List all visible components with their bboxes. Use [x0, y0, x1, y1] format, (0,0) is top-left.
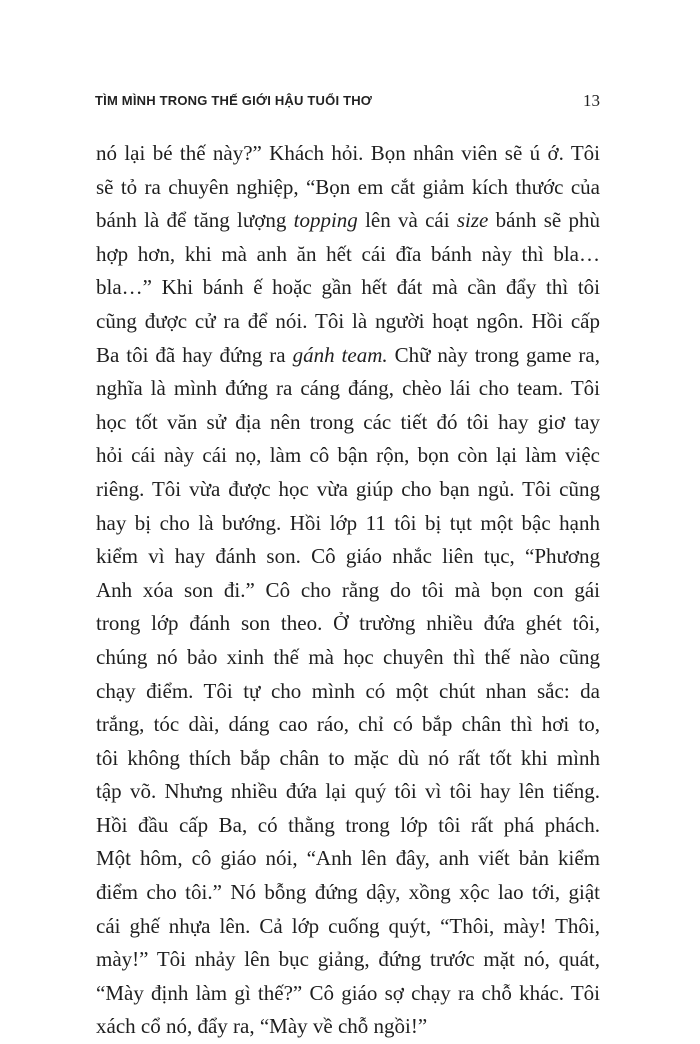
text-segment: bánh sẽ phù	[488, 208, 600, 233]
text-line	[96, 439, 600, 473]
text-line	[96, 473, 600, 507]
text-line	[96, 540, 600, 574]
text-segment: “Mày định làm gì thế?” Cô giáo sợ chạy ra chỗ khác. Tôi	[96, 980, 600, 1005]
text-segment: lên và cái	[357, 208, 457, 233]
text-line	[96, 910, 600, 944]
italic-term: gánh team.	[292, 342, 388, 367]
text-segment: học tốt văn sử địa nên trong các tiết đó tôi hay giơ tay	[96, 409, 600, 434]
text-segment: điểm cho tôi.” Nó bỗng đứng dậy, xồng xộc lao tới, giật	[96, 880, 600, 905]
running-title: TÌM MÌNH TRONG THẾ GIỚI HẬU TUỔI THƠ	[95, 93, 373, 108]
text-segment: bánh là để tăng lượng	[96, 208, 294, 233]
text-segment: xách cổ nó, đẩy ra, “Mày về chỗ ngồi!”	[96, 1014, 428, 1039]
text-line	[96, 876, 600, 910]
text-segment: hay bị cho là bướng. Hồi lớp 11 tôi bị tụt một bậc hạnh	[96, 510, 600, 535]
text-line	[96, 809, 600, 843]
text-line	[96, 271, 600, 305]
text-segment: cũng được cử ra để nói. Tôi là người hoạt ngôn. Hồi cấp	[96, 308, 600, 333]
text-line	[96, 574, 600, 608]
text-segment: riêng. Tôi vừa được học vừa giúp cho bạn ngủ. Tôi cũng	[96, 476, 600, 501]
text-line	[96, 305, 600, 339]
text-segment: tập võ. Nhưng nhiều đứa lại quý tôi vì tôi hay lên tiếng.	[96, 779, 600, 804]
text-segment: mày!” Tôi nhảy lên bục giảng, đứng trước mặt nó, quát,	[96, 947, 600, 972]
text-line	[96, 943, 600, 977]
text-line	[96, 339, 600, 373]
text-line	[96, 406, 600, 440]
text-segment: hợp hơn, khi mà anh ăn hết cái đĩa bánh này thì bla…	[96, 241, 600, 266]
text-segment: Chữ này trong game ra,	[387, 342, 600, 367]
text-segment: bla…” Khi bánh ế hoặc gần hết đát mà cần đẩy thì tôi	[96, 275, 600, 300]
text-segment: nghĩa là mình đứng ra cáng đáng, chèo lái cho team. Tôi	[96, 376, 600, 401]
text-segment: chạy điểm. Tôi tự cho mình có một chút nhan sắc: da	[96, 678, 600, 703]
text-line	[96, 977, 600, 1011]
italic-term: size	[456, 208, 489, 233]
text-segment: sẽ tỏ ra chuyên nghiệp, “Bọn em cắt giảm kích thước của	[96, 174, 600, 199]
text-segment: tôi không thích bắp chân to mặc dù nó rất tốt khi mình	[96, 745, 600, 770]
body-text	[96, 137, 600, 1044]
text-line	[96, 607, 600, 641]
text-segment: trắng, tóc dài, dáng cao ráo, chỉ có bắp chân thì hơi to,	[96, 712, 600, 737]
text-line	[96, 137, 600, 171]
text-segment: kiểm vì hay đánh son. Cô giáo nhắc liên tục, “Phương	[96, 544, 600, 569]
text-segment: Một hôm, cô giáo nói, “Anh lên đây, anh viết bản kiểm	[96, 846, 600, 871]
italic-term: topping	[293, 208, 358, 233]
text-segment: Hồi đầu cấp Ba, có thằng trong lớp tôi rất phá phách.	[96, 812, 600, 837]
text-segment: nó lại bé thế này?” Khách hỏi. Bọn nhân viên sẽ ú ớ. Tôi	[96, 141, 600, 165]
text-line	[96, 775, 600, 809]
text-segment: cái ghế nhựa lên. Cả lớp cuống quýt, “Thôi, mày! Thôi,	[96, 913, 600, 938]
text-segment: Anh xóa son đi.” Cô cho rằng do tôi mà bọn con gái	[96, 577, 600, 602]
text-line	[96, 204, 600, 238]
text-line	[96, 507, 600, 541]
text-line	[96, 708, 600, 742]
text-line	[96, 842, 600, 876]
running-header	[95, 91, 600, 115]
text-line	[96, 675, 600, 709]
text-line	[96, 1010, 600, 1044]
text-line	[96, 171, 600, 205]
text-line	[96, 238, 600, 272]
text-segment: trong lớp đánh son theo. Ở trường nhiều đứa ghét tôi,	[96, 611, 600, 636]
text-line	[96, 742, 600, 776]
page-number: 13	[583, 91, 600, 110]
text-segment: Ba tôi đã hay đứng ra	[96, 342, 293, 367]
text-line	[96, 641, 600, 675]
text-segment: chúng nó bảo xinh thế mà học chuyên thì thế nào cũng	[96, 644, 600, 669]
text-segment: hỏi cái này cái nọ, làm cô bận rộn, bọn còn lại làm việc	[96, 443, 600, 468]
text-line	[96, 372, 600, 406]
